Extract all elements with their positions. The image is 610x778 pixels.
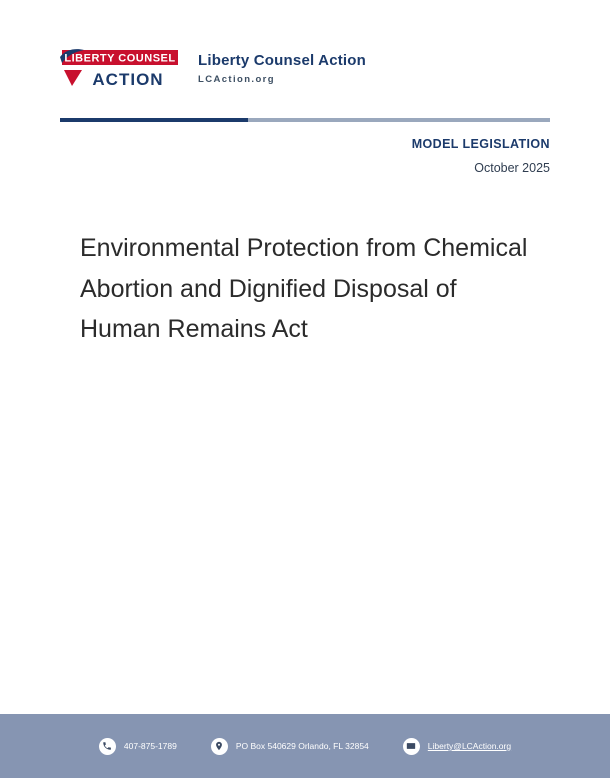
footer-address (211, 738, 369, 755)
header-divider-accent (60, 118, 248, 122)
footer-email (403, 738, 511, 755)
footer-phone (99, 738, 177, 755)
document-category: MODEL LEGISLATION (411, 137, 550, 151)
document-footer (0, 714, 610, 778)
brand-url: LCAction.org (198, 73, 275, 85)
footer-contact-list (99, 738, 511, 755)
footer-email-link[interactable]: Liberty@LCAction.org (427, 741, 512, 751)
document-date: October 2025 (474, 161, 550, 175)
header-divider (60, 118, 550, 122)
brand-name: Liberty Counsel Action (198, 51, 367, 69)
location-pin-icon (211, 738, 228, 755)
footer-phone-text: 407-875-1789 (123, 741, 177, 751)
brand-block (198, 52, 366, 85)
document-header (60, 46, 550, 90)
phone-icon (99, 738, 116, 755)
liberty-counsel-action-logo-icon (60, 46, 180, 90)
page-title: Environmental Protection from Chemical Abortion and Dignified Disposal of Human Remains Act (80, 234, 528, 343)
svg-text:ACTION: ACTION (92, 70, 164, 89)
footer-address-text: PO Box 540629 Orlando, FL 32854 (235, 741, 369, 751)
svg-text:LIBERTY COUNSEL: LIBERTY COUNSEL (64, 52, 176, 65)
envelope-icon (403, 738, 420, 755)
document-meta (412, 137, 550, 175)
